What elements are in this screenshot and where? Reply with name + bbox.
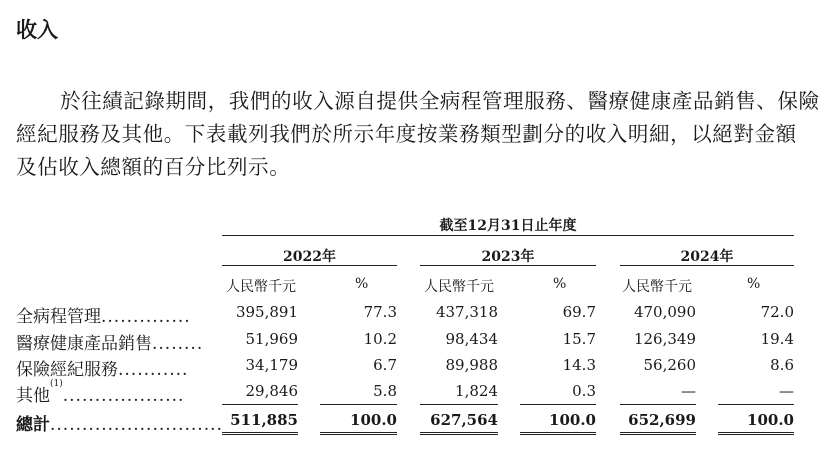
table-cell: 89,988 xyxy=(445,356,498,374)
table-row-label: 其他$^{(1)}$................... xyxy=(16,379,185,406)
table-cell: 5.8 xyxy=(373,382,397,400)
table-cell: 19.4 xyxy=(760,330,794,348)
subtotal-rule xyxy=(718,404,794,405)
year-header-2022: 2022年 xyxy=(283,249,336,265)
total-double-rule xyxy=(718,432,794,436)
total-cell: 100.0 xyxy=(350,411,397,429)
table-cell: 126,349 xyxy=(633,330,696,348)
unit-pct-2024: % xyxy=(747,276,761,292)
table-cell: 6.7 xyxy=(373,356,397,374)
total-cell: 627,564 xyxy=(430,411,498,429)
year-rule-2024 xyxy=(620,265,794,266)
total-cell: 100.0 xyxy=(549,411,596,429)
subtotal-rule xyxy=(420,404,498,405)
table-cell: — xyxy=(681,382,696,400)
total-cell: 511,885 xyxy=(230,411,298,429)
table-row-label: 醫療健康產品銷售........ xyxy=(16,334,204,354)
total-double-rule xyxy=(520,432,596,436)
table-cell: 77.3 xyxy=(363,303,397,321)
paragraph-line-3: 及佔收入總額的百分比列示。 xyxy=(16,155,291,179)
table-row-label: 保險經紀服務........... xyxy=(16,360,189,380)
paragraph-line-1: 於往績記錄期間，我們的收入源自提供全病程管理服務、醫療健康產品銷售、保險 xyxy=(60,89,820,113)
table-cell: 437,318 xyxy=(435,303,498,321)
table-cell: 69.7 xyxy=(562,303,596,321)
table-cell: 51,969 xyxy=(245,330,298,348)
unit-amount-2023: 人民幣千元 xyxy=(424,279,494,295)
total-double-rule xyxy=(320,432,397,436)
table-cell: 56,260 xyxy=(643,356,696,374)
table-cell: 1,824 xyxy=(455,382,498,400)
year-header-2023: 2023年 xyxy=(481,249,535,265)
unit-pct-2022: % xyxy=(355,276,369,292)
year-rule-2023 xyxy=(420,265,596,266)
year-rule-2022 xyxy=(222,265,397,266)
table-cell: 72.0 xyxy=(760,303,794,321)
subtotal-rule xyxy=(222,404,298,405)
table-cell: 0.3 xyxy=(572,382,596,400)
period-header-rule xyxy=(222,235,794,236)
subtotal-rule xyxy=(320,404,397,405)
total-double-rule xyxy=(222,432,298,436)
table-cell: 10.2 xyxy=(363,330,397,348)
total-cell: 100.0 xyxy=(747,411,794,429)
unit-amount-2022: 人民幣千元 xyxy=(226,279,296,295)
table-cell: 395,891 xyxy=(235,303,298,321)
total-double-rule xyxy=(420,432,498,436)
unit-pct-2023: % xyxy=(553,276,567,292)
table-cell: — xyxy=(779,382,794,400)
table-cell: 98,434 xyxy=(445,330,498,348)
section-title: 收入 xyxy=(16,17,58,42)
period-header: 截至12月31日止年度 xyxy=(439,218,577,234)
total-cell: 652,699 xyxy=(628,411,696,429)
unit-amount-2024: 人民幣千元 xyxy=(622,279,692,295)
total-double-rule xyxy=(620,432,696,436)
subtotal-rule xyxy=(520,404,596,405)
year-header-2024: 2024年 xyxy=(680,249,734,265)
table-row-label: 全病程管理.............. xyxy=(16,307,191,327)
table-cell: 14.3 xyxy=(562,356,596,374)
table-cell: 34,179 xyxy=(245,356,298,374)
subtotal-rule xyxy=(620,404,696,405)
table-cell: 15.7 xyxy=(562,330,596,348)
paragraph-line-2: 經紀服務及其他。下表載列我們於所示年度按業務類型劃分的收入明細，以絕對金額 xyxy=(16,122,797,146)
table-cell: 470,090 xyxy=(633,303,696,321)
table-cell: 8.6 xyxy=(770,356,794,374)
footnote-marker: (1) xyxy=(50,379,63,389)
table-cell: 29,846 xyxy=(245,382,298,400)
total-row-label: 總計........................... xyxy=(16,415,223,435)
